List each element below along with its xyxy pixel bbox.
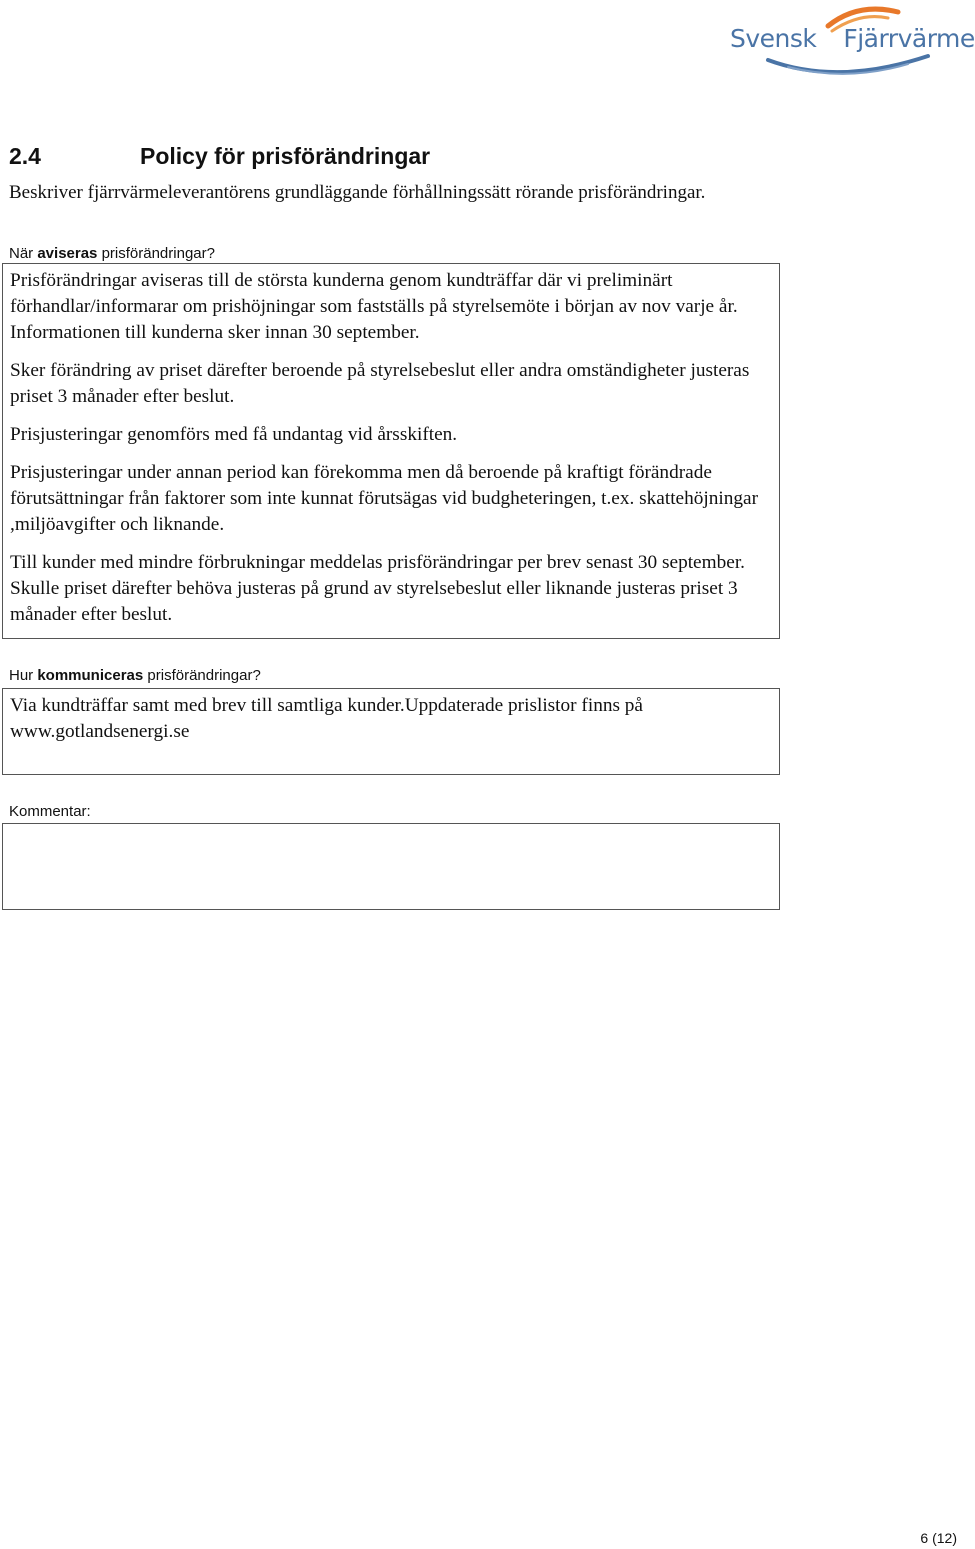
svensk-fjarrvarme-logo [728, 4, 975, 74]
q2-label-bold: kommuniceras [37, 667, 144, 684]
comment-box [2, 823, 780, 910]
question-how-label [9, 667, 261, 684]
q1-label-pre: När [9, 245, 38, 262]
answer-when-paragraph: Prisförändringar aviseras till de största kunderna genom kundträffar där vi preliminärt förhandlar/informarar om prishöjningar som fastställs på styrelsemöte i början av nov varje år. Informationen till kunderna sker innan 30 september. [10, 270, 738, 343]
answer-when-paragraph: Sker förändring av priset därefter beroende på styrelsebeslut eller andra omständigheter justeras priset 3 månader efter beslut. [10, 360, 750, 407]
logo-text-right: Fjärrvärme [843, 24, 975, 53]
answer-when-box [2, 263, 780, 639]
section-heading [9, 143, 430, 170]
q2-label-pre: Hur [9, 667, 38, 684]
q1-label-post: prisförändringar? [97, 245, 215, 262]
answer-when-paragraph: Till kunder med mindre förbrukningar meddelas prisförändringar per brev senast 30 september. Skulle priset därefter behöva justeras på grund av styrelsebeslut eller liknande justeras priset 3 månader efter beslut. [10, 552, 745, 625]
section-number: 2.4 [9, 143, 41, 169]
q1-label-bold: aviseras [37, 245, 98, 262]
question-when-label [9, 245, 215, 262]
q2-label-post: prisförändringar? [143, 667, 261, 684]
answer-how-box [2, 688, 780, 775]
page-number: 6 (12) [920, 1530, 957, 1546]
answer-when-paragraph: Prisjusteringar genomförs med få undantag vid årsskiften. [10, 424, 458, 445]
logo-text-left: Svensk [730, 24, 817, 53]
section-description: Beskriver fjärrvärmeleverantörens grundläggande förhållningssätt rörande prisförändringar. [9, 182, 706, 203]
answer-how-text: Via kundträffar samt med brev till samtliga kunder.Uppdaterade prislistor finns på www.gotlandsenergi.se [10, 695, 643, 742]
section-title: Policy för prisförändringar [140, 143, 431, 169]
answer-when-paragraph: Prisjusteringar under annan period kan förekomma men då beroende på kraftigt förändrade förutsättningar från faktorer som inte kunnat förutsägas vid budgheteringen, t.ex. skattehöjningar ,miljöavgifter och liknande. [10, 462, 759, 535]
comment-label: Kommentar: [9, 803, 91, 820]
logo-text [730, 24, 975, 53]
